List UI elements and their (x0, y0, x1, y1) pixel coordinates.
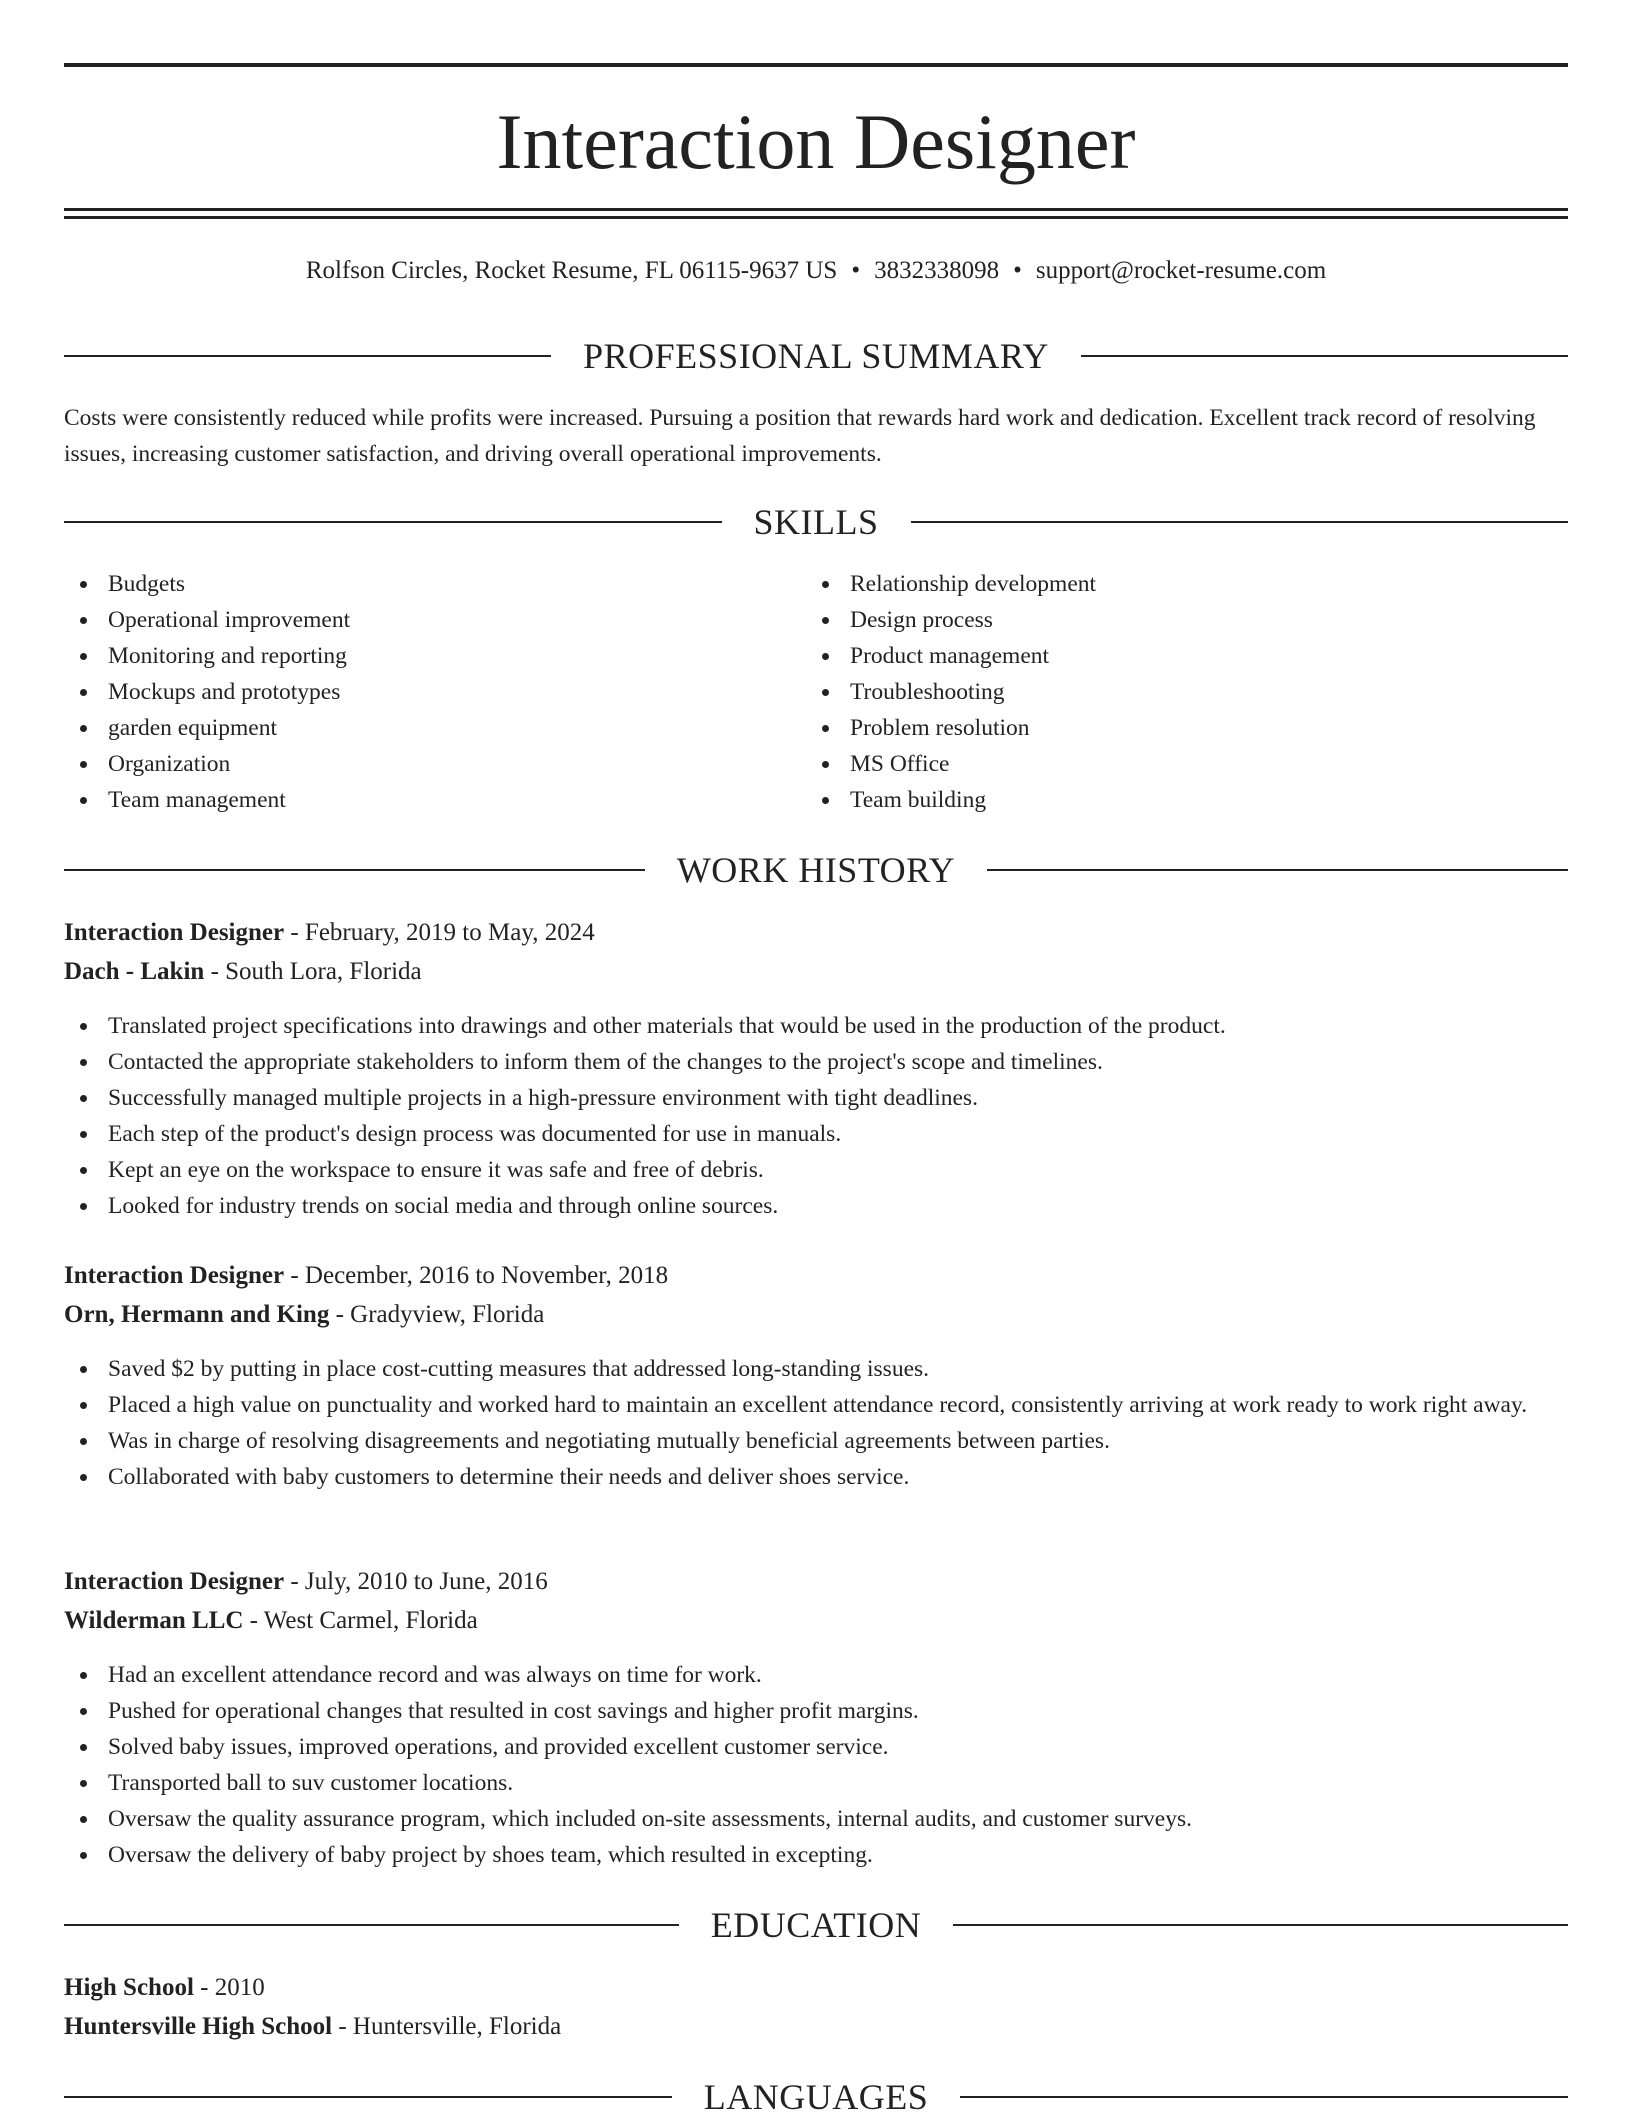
skill-item: Operational improvement (64, 602, 764, 638)
list-item: Looked for industry trends on social media and through online sources. (64, 1188, 1568, 1224)
list-item: Placed a high value on punctuality and worked hard to maintain an excellent attendance record, consistently arriving at work ready to work right away. (64, 1387, 1568, 1423)
heading-line (1081, 355, 1568, 357)
education-degree-line (64, 1970, 1568, 2006)
skill-item: Design process (806, 602, 1506, 638)
job-title-line (64, 915, 1568, 951)
job-title-line (64, 1564, 1568, 1600)
job-company: Wilderman LLC (64, 1607, 244, 1634)
summary-text: Costs were consistently reduced while profits were increased. Pursuing a position that rewards hard work and dedication. Excellent track record of resolving issues, increasing customer satisfaction, and driving overall operational improvements. (64, 405, 1536, 467)
section-heading-languages (64, 2072, 1568, 2122)
job-title: Interaction Designer (64, 919, 285, 946)
job-title: Interaction Designer (64, 1568, 285, 1595)
section-title: LANGUAGES (703, 2077, 929, 2117)
skill-item: Mockups and prototypes (64, 674, 764, 710)
section-title: PROFESSIONAL SUMMARY (583, 336, 1049, 376)
top-rule (64, 63, 1568, 67)
list-item: Collaborated with baby customers to determine their needs and deliver shoes service. (64, 1459, 1568, 1495)
job-company-line (64, 954, 1568, 990)
list-item: Oversaw the delivery of baby project by shoes team, which resulted in excepting. (64, 1837, 1568, 1873)
list-item: Solved baby issues, improved operations, and provided excellent customer service. (64, 1729, 1568, 1765)
job-dates: - February, 2019 to May, 2024 (284, 919, 595, 946)
job-company: Dach - Lakin (64, 958, 205, 985)
list-item: Translated project specifications into drawings and other materials that would be used in the production of the product. (64, 1008, 1568, 1044)
job-title: Interaction Designer (64, 1262, 285, 1289)
heading-line (64, 521, 722, 523)
title-rule-lower (64, 216, 1568, 219)
job-dates: - December, 2016 to November, 2018 (284, 1262, 669, 1289)
section-heading-work-history (64, 845, 1568, 895)
list-item: Transported ball to suv customer locations. (64, 1765, 1568, 1801)
heading-line (64, 355, 551, 357)
job-bullets (64, 1351, 1568, 1495)
job-company-line (64, 1297, 1568, 1333)
section-heading-summary (64, 331, 1568, 381)
contact-separator: • (1013, 257, 1022, 284)
skill-item: Budgets (64, 566, 764, 602)
contact-line (0, 254, 1632, 288)
skill-item: Relationship development (806, 566, 1506, 602)
job-location: - West Carmel, Florida (243, 1607, 478, 1634)
section-title: EDUCATION (710, 1905, 922, 1945)
job-bullets (64, 1657, 1568, 1873)
list-item: Each step of the product's design process was documented for use in manuals. (64, 1116, 1568, 1152)
list-item: Kept an eye on the workspace to ensure it was safe and free of debris. (64, 1152, 1568, 1188)
section-heading-education (64, 1900, 1568, 1950)
title-rule-upper (64, 208, 1568, 211)
contact-email: support@rocket-resume.com (1035, 257, 1327, 284)
skill-item: Team management (64, 782, 764, 818)
list-item: Saved $2 by putting in place cost-cutting measures that addressed long-standing issues. (64, 1351, 1568, 1387)
skill-item: garden equipment (64, 710, 764, 746)
skills-list-left (64, 566, 764, 818)
page-title: Interaction Designer (496, 98, 1136, 185)
skills-list-right (806, 566, 1506, 818)
education-location: - Huntersville, Florida (332, 2013, 562, 2040)
list-item: Oversaw the quality assurance program, which included on-site assessments, internal audits, and customer surveys. (64, 1801, 1568, 1837)
list-item: Had an excellent attendance record and was always on time for work. (64, 1657, 1568, 1693)
section-title: WORK HISTORY (676, 850, 956, 890)
education-school-line (64, 2009, 1568, 2045)
contact-separator: • (851, 257, 861, 284)
heading-line (953, 1924, 1568, 1926)
education-degree: High School (64, 1974, 194, 2001)
education-school: Huntersville High School (64, 2013, 333, 2040)
section-title: SKILLS (753, 502, 879, 542)
heading-line (64, 2096, 672, 2098)
skill-item: Team building (806, 782, 1506, 818)
list-item: Successfully managed multiple projects in a high-pressure environment with tight deadlines. (64, 1080, 1568, 1116)
heading-line (911, 521, 1569, 523)
heading-line (960, 2096, 1568, 2098)
job-title-line (64, 1258, 1568, 1294)
skill-item: MS Office (806, 746, 1506, 782)
section-heading-skills (64, 497, 1568, 547)
heading-line (987, 869, 1568, 871)
skill-item: Organization (64, 746, 764, 782)
skill-item: Troubleshooting (806, 674, 1506, 710)
job-location: - Gradyview, Florida (329, 1301, 545, 1328)
job-location: - South Lora, Florida (204, 958, 422, 985)
job-company-line (64, 1603, 1568, 1639)
heading-line (64, 869, 645, 871)
list-item: Contacted the appropriate stakeholders to inform them of the changes to the project's scope and timelines. (64, 1044, 1568, 1080)
job-bullets (64, 1008, 1568, 1224)
education-year: - 2010 (193, 1974, 265, 2001)
heading-line (64, 1924, 679, 1926)
skill-item: Problem resolution (806, 710, 1506, 746)
skill-item: Product management (806, 638, 1506, 674)
list-item: Pushed for operational changes that resulted in cost savings and higher profit margins. (64, 1693, 1568, 1729)
contact-address: Rolfson Circles, Rocket Resume, FL 06115-9637 US (305, 257, 838, 284)
skill-item: Monitoring and reporting (64, 638, 764, 674)
job-company: Orn, Hermann and King (64, 1301, 330, 1328)
list-item: Was in charge of resolving disagreements and negotiating mutually beneficial agreements between parties. (64, 1423, 1568, 1459)
job-dates: - July, 2010 to June, 2016 (284, 1568, 548, 1595)
contact-phone: 3832338098 (874, 257, 1000, 284)
